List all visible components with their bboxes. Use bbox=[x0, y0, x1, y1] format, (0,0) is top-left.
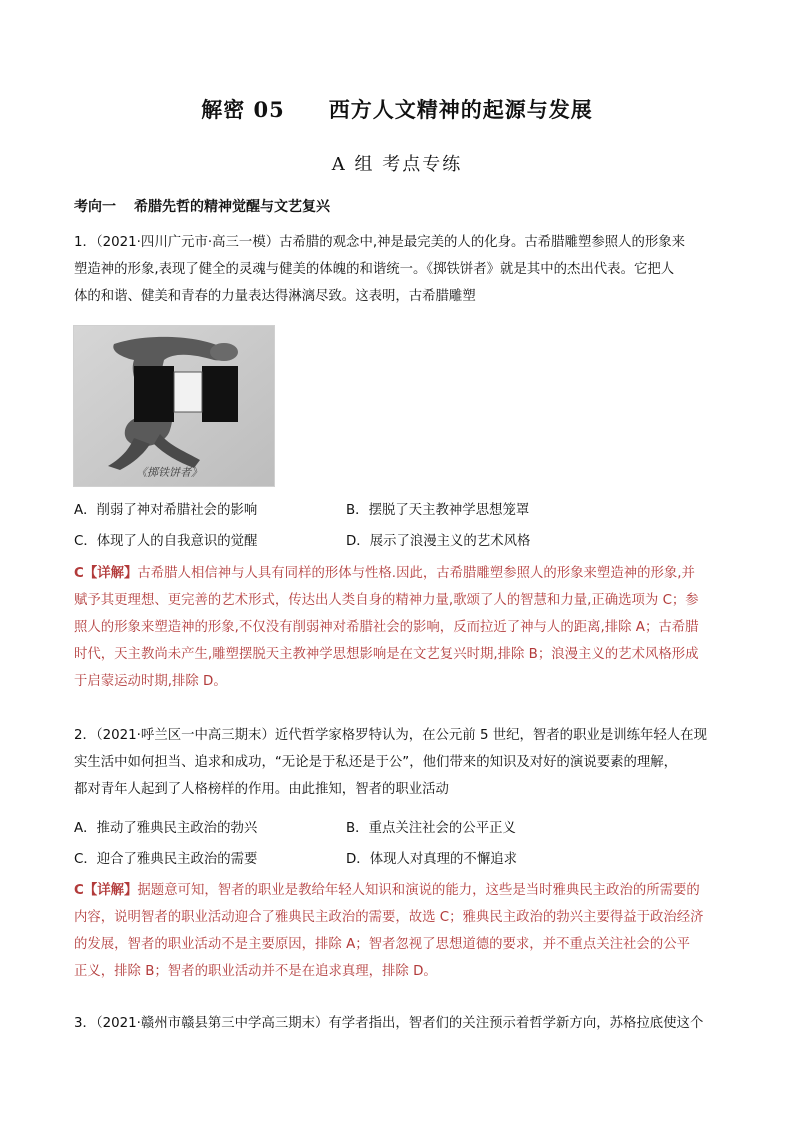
option-c: C．迎合了雅典民主政治的需要 bbox=[74, 852, 258, 867]
text-line: 赋予其更理想、更完善的艺术形式，传达出人类自身的精神力量,歌颂了人的智慧和力量,正确选项为 C；参 bbox=[74, 593, 699, 608]
text-line: 体的和谐、健美和青春的力量表达得淋漓尽致。这表明，古希腊雕塑 bbox=[74, 289, 476, 304]
group-subtitle: A 组 考点专练 bbox=[331, 154, 463, 175]
text-line: 于启蒙运动时期,排除 D。 bbox=[74, 674, 227, 689]
discus-thrower-image bbox=[73, 325, 275, 487]
text-line: 古希腊人相信神与人具有同样的形体与性格.因此，古希腊雕塑参照人的形象来塑造神的形象,并 bbox=[137, 566, 695, 581]
question-1-stem bbox=[74, 229, 724, 310]
text-line: 1．（2021·四川广元市·高三一模）古希腊的观念中,神是最完美的人的化身。古希腊雕塑参照人的形象来 bbox=[74, 235, 686, 250]
question-3-stem bbox=[74, 1010, 724, 1037]
redaction-block bbox=[134, 366, 174, 422]
text-line: 内容，说明智者的职业活动迎合了雅典民主政治的需要，故选 C；雅典民主政治的勃兴主要得益于政治经济 bbox=[74, 910, 704, 925]
option-a: A．削弱了神对希腊社会的影响 bbox=[74, 503, 258, 518]
chapter-code: 解密 05 bbox=[201, 97, 285, 122]
answer-tag: C【详解】 bbox=[74, 883, 138, 898]
question-1-answer bbox=[74, 560, 724, 695]
text-line: 正义，排除 B；智者的职业活动并不是在追求真理，排除 D。 bbox=[74, 964, 437, 979]
text-line: 实生活中如何担当、追求和成功，“无论是于私还是于公”，他们带来的知识及对好的演说要素的理解， bbox=[74, 755, 678, 770]
page-title bbox=[0, 94, 794, 124]
text-line: 据题意可知，智者的职业是教给年轻人知识和演说的能力，这些是当时雅典民主政治的所需要的 bbox=[137, 883, 700, 898]
text-line: 塑造神的形象,表现了健全的灵魂与健美的体魄的和谐统一。《掷铁饼者》就是其中的杰出代表。它把人 bbox=[74, 262, 675, 277]
option-c: C．体现了人的自我意识的觉醒 bbox=[74, 534, 258, 549]
statue-illustration bbox=[74, 326, 274, 486]
section-label: 考向一 bbox=[74, 199, 116, 215]
option-b: B．摆脱了天主教神学思想笼罩 bbox=[346, 503, 530, 518]
figure-caption: 《掷铁饼者》 bbox=[136, 466, 202, 479]
text-line: 都对青年人起到了人格榜样的作用。由此推知，智者的职业活动 bbox=[74, 782, 449, 797]
section-text: 希腊先哲的精神觉醒与文艺复兴 bbox=[134, 199, 330, 215]
option-a: A．推动了雅典民主政治的勃兴 bbox=[74, 821, 258, 836]
text-line: 3．（2021·赣州市赣县第三中学高三期末）有学者指出，智者们的关注预示着哲学新方向，苏格拉底使这个 bbox=[74, 1016, 704, 1031]
section-heading bbox=[74, 196, 330, 216]
option-b: B．重点关注社会的公平正义 bbox=[346, 821, 516, 836]
question-2-answer bbox=[74, 877, 724, 985]
redaction-block bbox=[202, 366, 238, 422]
option-d: D．展示了浪漫主义的艺术风格 bbox=[346, 534, 531, 549]
question-2-stem bbox=[74, 722, 724, 803]
text-line: 时代，天主教尚未产生,雕塑摆脱天主教神学思想影响是在文艺复兴时期,排除 B；浪漫主义的艺术风格形成 bbox=[74, 647, 699, 662]
chapter-title: 西方人文精神的起源与发展 bbox=[328, 97, 593, 122]
answer-tag: C【详解】 bbox=[74, 566, 138, 581]
option-d: D．体现人对真理的不懈追求 bbox=[346, 852, 517, 867]
text-line: 的发展，智者的职业活动不是主要原因，排除 A；智者忽视了思想道德的要求，并不重点关注社会的公平 bbox=[74, 937, 690, 952]
text-line: 照人的形象来塑造神的形象,不仅没有削弱神对希腊社会的影响，反而拉近了神与人的距离,排除 A；古希腊 bbox=[74, 620, 699, 635]
text-line: 2．（2021·呼兰区一中高三期末）近代哲学家格罗特认为，在公元前 5 世纪，智者的职业是训练年轻人在现 bbox=[74, 728, 707, 743]
